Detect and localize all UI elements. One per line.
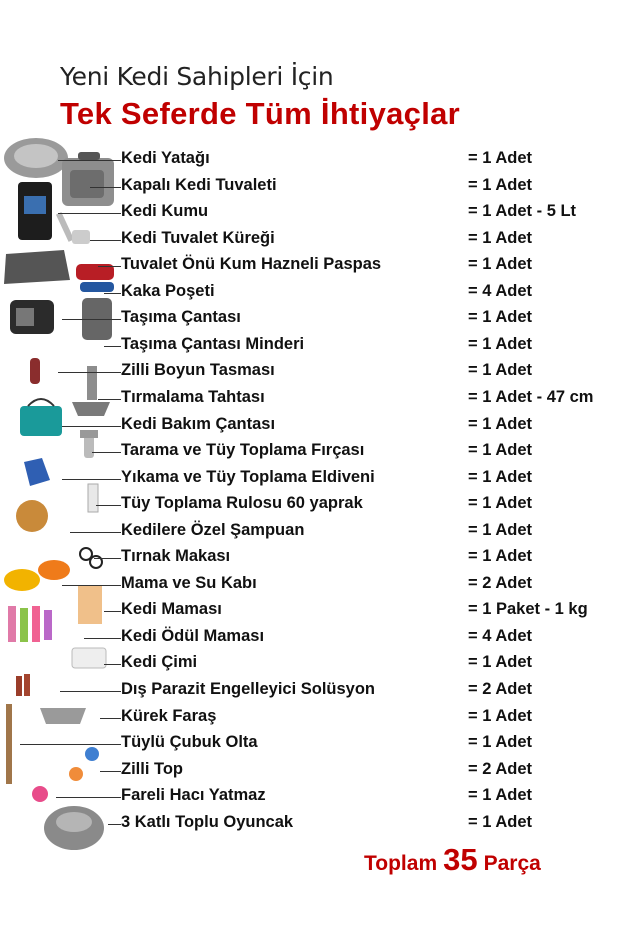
list-item — [0, 494, 620, 516]
item-name: Zilli Top — [121, 759, 184, 778]
item-quantity: = 1 Adet — [468, 520, 533, 539]
leader-line — [20, 744, 121, 745]
item-quantity: = 1 Adet — [468, 334, 533, 353]
item-quantity: = 1 Adet — [468, 706, 533, 725]
leader-line — [58, 160, 121, 161]
page-subtitle: Yeni Kedi Sahipleri İçin — [60, 62, 334, 91]
item-name: Tüy Toplama Rulosu 60 yaprak — [121, 494, 363, 513]
item-name: Tüylü Çubuk Olta — [121, 733, 258, 752]
item-quantity: = 1 Adet — [468, 547, 533, 566]
item-quantity: = 1 Adet — [468, 308, 533, 327]
leader-line — [58, 372, 121, 373]
item-name: Kedi Maması — [121, 600, 222, 619]
leader-line — [94, 558, 121, 559]
leader-line — [70, 532, 121, 533]
list-item — [0, 282, 620, 304]
list-item — [0, 813, 620, 835]
item-quantity: = 1 Adet — [468, 733, 533, 752]
item-quantity: = 1 Adet — [468, 494, 533, 513]
item-quantity: = 4 Adet — [468, 281, 533, 300]
total-label: Toplam — [364, 852, 438, 875]
list-item — [0, 574, 620, 596]
leader-line — [90, 240, 121, 241]
list-item — [0, 441, 620, 463]
item-quantity: = 2 Adet — [468, 680, 533, 698]
list-item — [0, 521, 620, 543]
item-name: Kedi Çimi — [121, 653, 198, 672]
item-quantity: = 1 Adet - 5 Lt — [468, 202, 577, 221]
leader-line — [104, 611, 121, 612]
leader-line — [62, 426, 121, 427]
item-name: Dış Parazit Engelleyici Solüsyon — [121, 680, 376, 698]
item-name: Zilli Boyun Tasması — [121, 361, 275, 380]
list-item — [0, 760, 620, 782]
leader-line — [90, 187, 121, 188]
list-item — [0, 308, 620, 330]
item-name: Kedi Bakım Çantası — [121, 414, 276, 433]
list-item — [0, 786, 620, 808]
list-item — [0, 388, 620, 410]
leader-line — [62, 319, 121, 320]
item-quantity: = 1 Adet - 47 cm — [468, 387, 594, 406]
item-quantity: = 1 Adet — [468, 441, 533, 460]
item-quantity: = 1 Adet — [468, 175, 533, 194]
list-item — [0, 176, 620, 198]
item-quantity: = 2 Adet — [468, 573, 533, 592]
item-name: Taşıma Çantası Minderi — [121, 334, 305, 353]
leader-line — [100, 718, 121, 719]
leader-line — [108, 824, 121, 825]
list-item — [0, 415, 620, 437]
item-name: Tuvalet Önü Kum Hazneli Paspas — [121, 255, 382, 274]
item-name: Taşıma Çantası — [121, 308, 241, 327]
leader-line — [104, 664, 121, 665]
item-name: Yıkama ve Tüy Toplama Eldiveni — [121, 467, 375, 486]
list-item — [0, 361, 620, 383]
item-quantity: = 1 Adet — [468, 467, 533, 486]
total-line — [364, 842, 541, 878]
list-item — [0, 627, 620, 649]
leader-line — [98, 399, 121, 400]
leader-line — [56, 797, 121, 798]
list-item — [0, 468, 620, 490]
item-quantity: = 1 Adet — [468, 228, 533, 247]
item-quantity: = 1 Adet — [468, 255, 533, 274]
item-name: 3 Katlı Toplu Oyuncak — [121, 812, 294, 831]
list-item — [0, 707, 620, 729]
leader-line — [60, 691, 121, 692]
list-item — [0, 733, 620, 755]
item-quantity: = 1 Paket - 1 kg — [468, 600, 588, 619]
list-item — [0, 229, 620, 251]
item-quantity: = 1 Adet — [468, 653, 533, 672]
item-name: Fareli Hacı Yatmaz — [121, 786, 266, 805]
leader-line — [100, 771, 121, 772]
leader-line — [62, 479, 121, 480]
item-quantity: = 1 Adet — [468, 361, 533, 380]
total-unit: Parça — [483, 852, 541, 875]
list-item — [0, 600, 620, 622]
item-name: Kedilere Özel Şampuan — [121, 520, 305, 539]
item-name: Mama ve Su Kabı — [121, 573, 257, 592]
item-name: Tarama ve Tüy Toplama Fırçası — [121, 441, 365, 460]
list-item — [0, 335, 620, 357]
leader-line — [96, 505, 121, 506]
list-item — [0, 680, 620, 702]
item-name: Kaka Poşeti — [121, 281, 215, 300]
item-quantity: = 1 Adet — [468, 786, 533, 805]
item-quantity: = 1 Adet — [468, 812, 533, 831]
leader-line — [58, 213, 121, 214]
item-quantity: = 1 Adet — [468, 149, 533, 167]
leader-line — [92, 452, 121, 453]
list-item — [0, 149, 620, 171]
leader-line — [84, 638, 121, 639]
list-item — [0, 653, 620, 675]
item-name: Tırnak Makası — [121, 547, 231, 566]
total-count: 35 — [443, 842, 478, 877]
item-name: Kedi Kumu — [121, 202, 209, 221]
item-name: Kedi Yatağı — [121, 149, 210, 167]
leader-line — [104, 293, 121, 294]
item-quantity: = 4 Adet — [468, 626, 533, 645]
leader-line — [104, 346, 121, 347]
item-name: Kapalı Kedi Tuvaleti — [121, 175, 277, 194]
item-quantity: = 1 Adet — [468, 414, 533, 433]
leader-line — [98, 266, 121, 267]
item-quantity: = 2 Adet — [468, 759, 533, 778]
list-item — [0, 255, 620, 277]
item-name: Tırmalama Tahtası — [121, 387, 265, 406]
item-name: Kedi Tuvalet Küreği — [121, 228, 275, 247]
page-title: Tek Seferde Tüm İhtiyaçlar — [60, 96, 461, 131]
item-name: Kedi Ödül Maması — [121, 626, 265, 645]
list-item — [0, 202, 620, 224]
item-name: Kürek Faraş — [121, 706, 217, 725]
list-item — [0, 547, 620, 569]
leader-line — [62, 585, 121, 586]
